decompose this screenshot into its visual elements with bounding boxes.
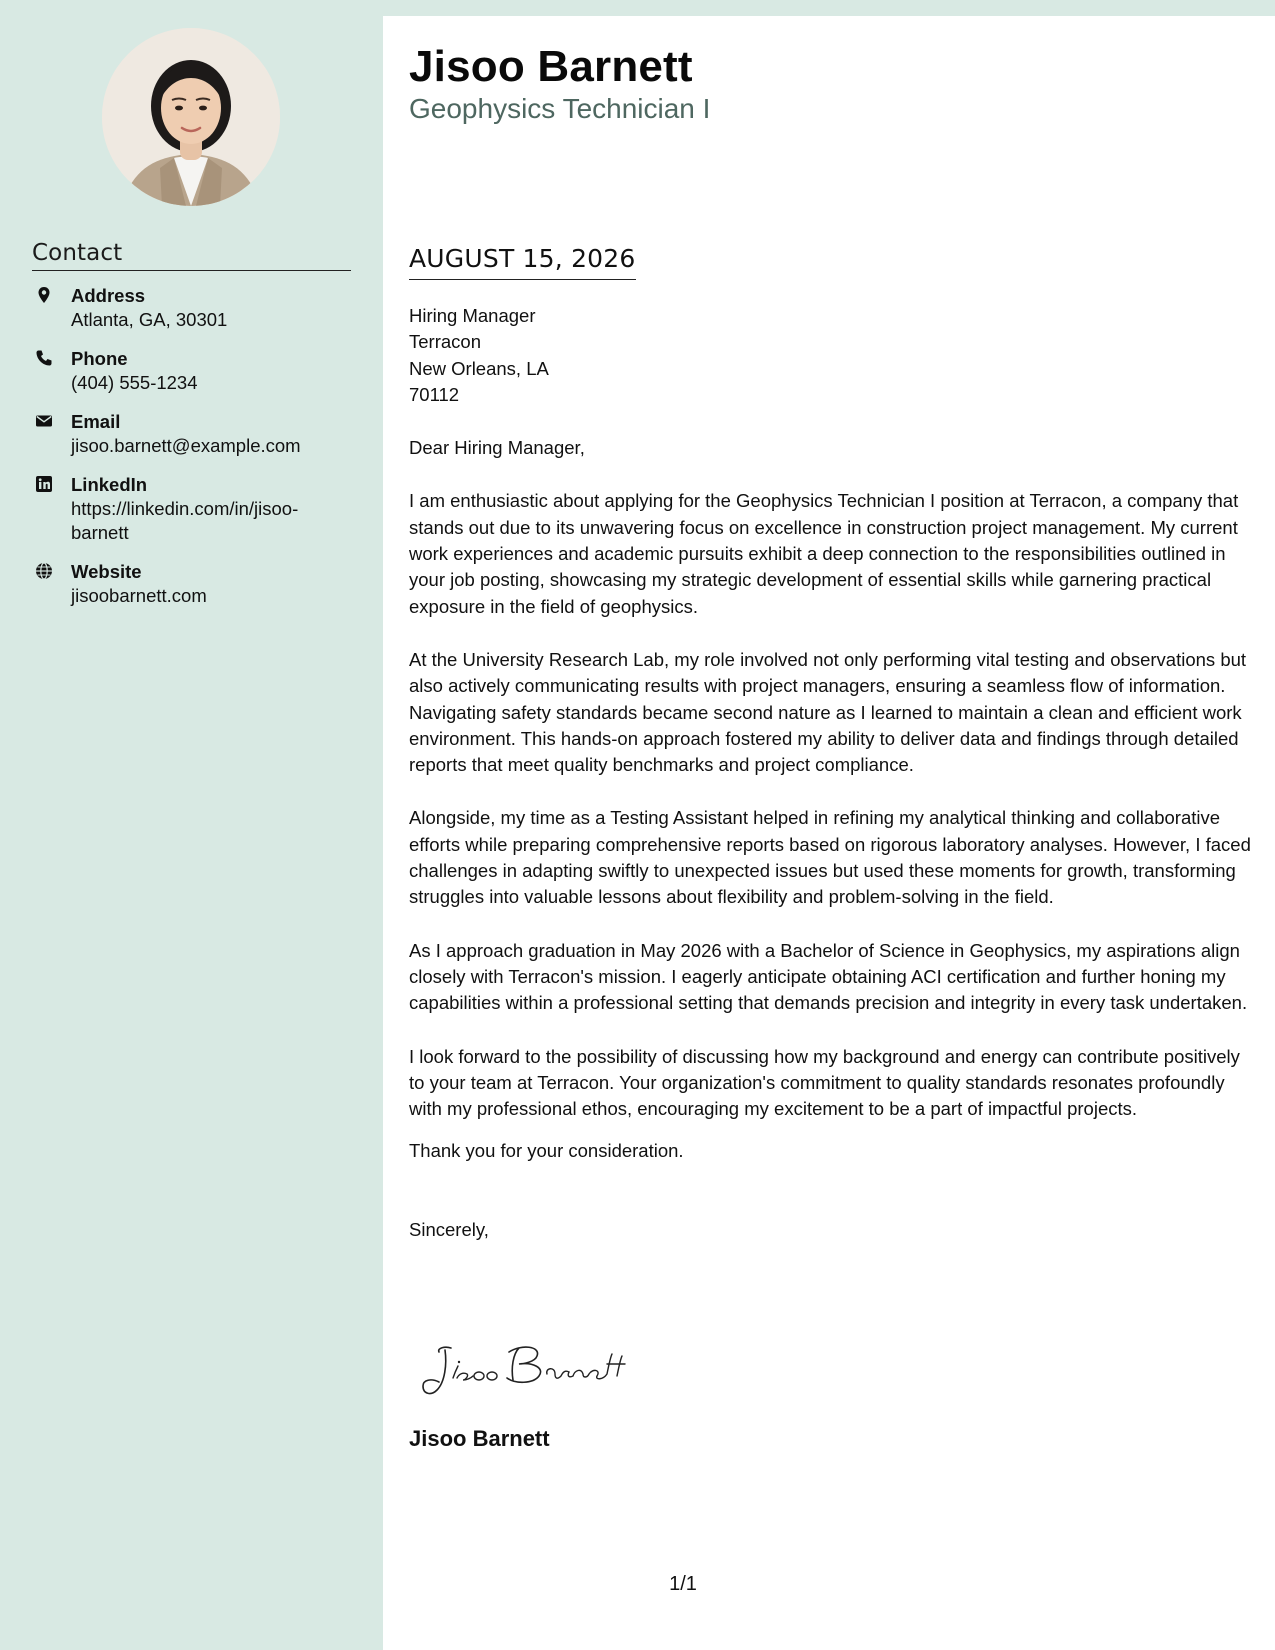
- signer-name: Jisoo Barnett: [409, 1426, 550, 1451]
- salutation: Dear Hiring Manager,: [409, 437, 585, 459]
- contact-value: jisoo.barnett@example.com: [71, 435, 301, 456]
- letter-date: AUGUST 15, 2026: [409, 244, 636, 280]
- contact-label: Phone: [71, 348, 128, 369]
- contact-label: LinkedIn: [71, 474, 148, 495]
- linkedin-icon: [35, 475, 53, 493]
- recipient-line: 70112: [409, 383, 460, 405]
- body-paragraph: At the University Research Lab, my role involved not only performing vital testing and observations but also actively communicating results with project managers, ensuring a seamless flow of information. Navigating safety standards became second nature as I learned to maintain a clean and efficient work environment. This hands-on approach fostered my ability to deliver data and findings through detailed reports that meet quality benchmarks and project compliance.: [409, 648, 1247, 776]
- recipient-line: Hiring Manager: [409, 305, 536, 326]
- contact-item-phone: [32, 347, 362, 395]
- body-paragraph: Alongside, my time as a Testing Assistant helped in refining my analytical thinking and collaborative efforts while preparing comprehensive reports based on rigorous laboratory analyses. However, I faced challenges in adapting swiftly to unexpected issues but used these moments for growth, transforming struggles into valuable lessons about flexibility and problem-solving in the field.: [409, 807, 1251, 908]
- recipient-line: Terracon: [409, 331, 481, 353]
- handwritten-signature: [409, 1334, 659, 1404]
- contact-label: Email: [71, 411, 121, 432]
- body-paragraph: As I approach graduation in May 2026 with a Bachelor of Science in Geophysics, my aspirations align closely with Terracon's mission. I eagerly anticipate obtaining ACI certification and further honing my capabilities within a professional setting that demands precision and integrity in every task undertaken.: [409, 939, 1248, 1014]
- contact-item-linkedin: [32, 473, 362, 545]
- envelope-icon: [35, 412, 53, 430]
- contact-value: Atlanta, GA, 30301: [71, 309, 228, 330]
- map-pin-icon: [35, 286, 53, 304]
- phone-icon: [35, 349, 53, 367]
- sidebar: [0, 0, 383, 1650]
- contact-value[interactable]: https://linkedin.com/in/jisoo-barnett: [71, 498, 299, 543]
- profile-photo: [102, 28, 280, 206]
- contact-item-email: [32, 410, 362, 458]
- applicant-title: Geophysics Technician I: [409, 93, 711, 124]
- signoff: Sincerely,: [409, 1218, 489, 1240]
- page-number: 1/1: [669, 1573, 697, 1595]
- body-paragraph: I look forward to the possibility of discussing how my background and energy can contribute positively to your team at Terracon. Your organization's commitment to quality standards resonates profoundly with my professional ethos, encouraging my excitement to be a part of impactful projects.: [409, 1045, 1240, 1120]
- letter-body: [409, 303, 1254, 1243]
- contact-item-website: [32, 560, 362, 608]
- contact-value[interactable]: jisoobarnett.com: [71, 585, 207, 606]
- avatar: [102, 28, 280, 206]
- contact-label: Website: [71, 561, 142, 582]
- contact-value: (404) 555-1234: [71, 372, 198, 393]
- letter-sheet: [383, 16, 1275, 1650]
- body-paragraph: I am enthusiastic about applying for the Geophysics Technician I position at Terracon, a company that stands out due to its unwavering focus on excellence in construction project management. My current work experiences and academic pursuits exhibit a deep connection to the responsibilities outlined in your job posting, showcasing my strategic development of essential skills while garnering practical exposure in the field of geophysics.: [409, 490, 1239, 617]
- globe-icon: [35, 562, 53, 580]
- contact-item-address: [32, 284, 362, 332]
- contact-label: Address: [71, 285, 146, 306]
- applicant-name: Jisoo Barnett: [409, 42, 693, 91]
- contact-list: [32, 284, 362, 623]
- closing-thanks: Thank you for your consideration.: [409, 1140, 684, 1162]
- contact-heading: Contact: [32, 240, 351, 271]
- recipient-line: New Orleans, LA: [409, 357, 549, 379]
- recipient-block: [409, 303, 1254, 408]
